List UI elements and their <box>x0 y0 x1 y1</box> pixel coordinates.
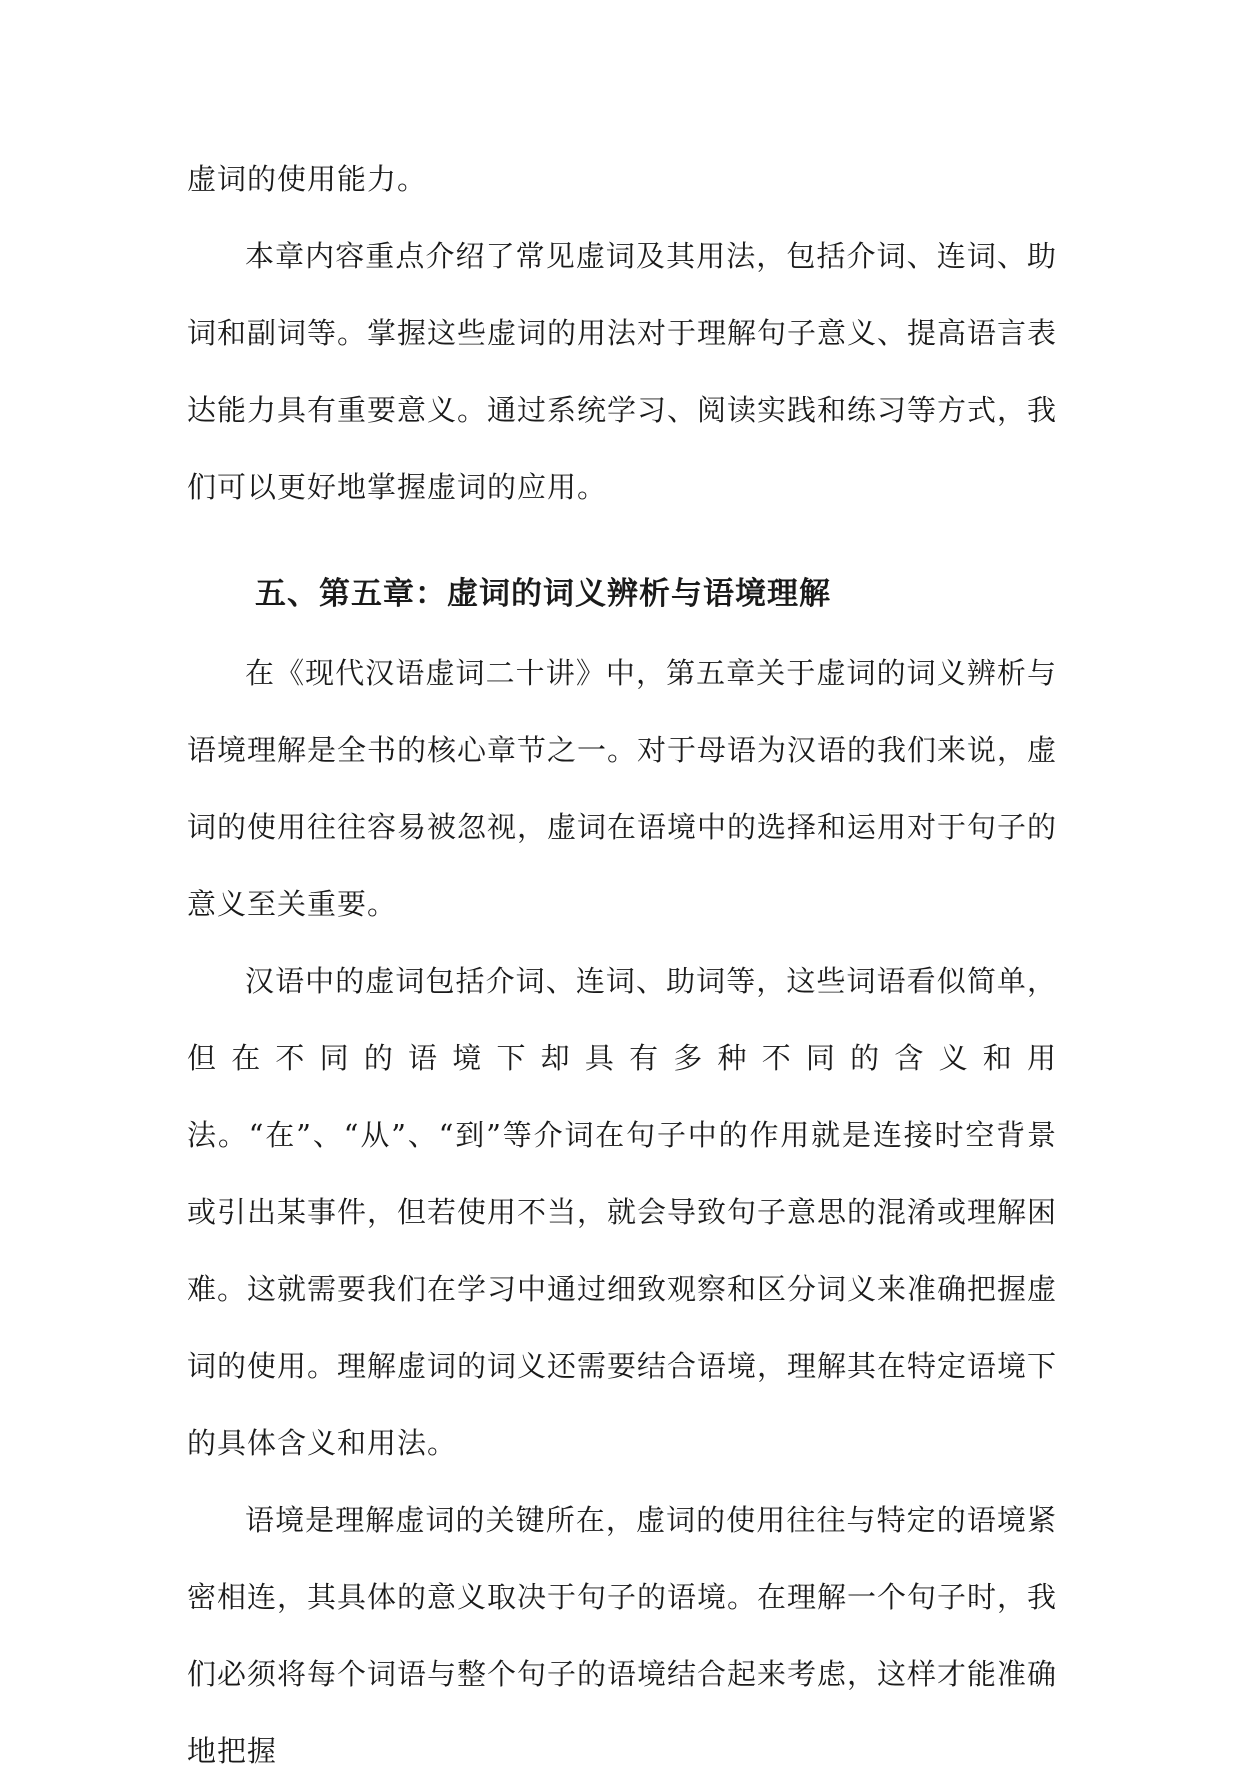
summary-paragraph: 本章内容重点介绍了常见虚词及其用法，包括介词、连词、助词和副词等。掌握这些虚词的用法对于理解句子意义、提高语言表达能力具有重要意义。通过系统学习、阅读实践和练习等方式，我们可以更好地掌握虚词的应用。 <box>187 239 1058 504</box>
body-paragraph: 汉语中的虚词包括介词、连词、助词等，这些词语看似简单，但在不同的语境下却具有多种不同的含义和用法。“在”、“从”、“到”等介词在句子中的作用就是连接时空背景或引出某事件，但若使用不当，就会导致句子意思的混淆或理解困难。这就需要我们在学习中通过细致观察和区分词义来准确把握虚词的使用。理解虚词的词义还需要结合语境，理解其在特定语境下的具体含义和用法。 <box>187 964 1058 1460</box>
body-paragraph: 语境是理解虚词的关键所在，虚词的使用往往与特定的语境紧密相连，其具体的意义取决于句子的语境。在理解一个句子时，我们必须将每个词语与整个句子的语境结合起来考虑，这样才能准确地把握 <box>187 1503 1058 1768</box>
continuation-paragraph: 虚词的使用能力。 <box>187 162 428 196</box>
section-heading: 五、第五章：虚词的词义辨析与语境理解 <box>255 576 831 612</box>
body-paragraph: 在《现代汉语虚词二十讲》中，第五章关于虚词的词义辨析与语境理解是全书的核心章节之一。对于母语为汉语的我们来说，虚词的使用往往容易被忽视，虚词在语境中的选择和运用对于句子的意义至关重要。 <box>187 656 1058 921</box>
document-body <box>187 141 1057 1790</box>
